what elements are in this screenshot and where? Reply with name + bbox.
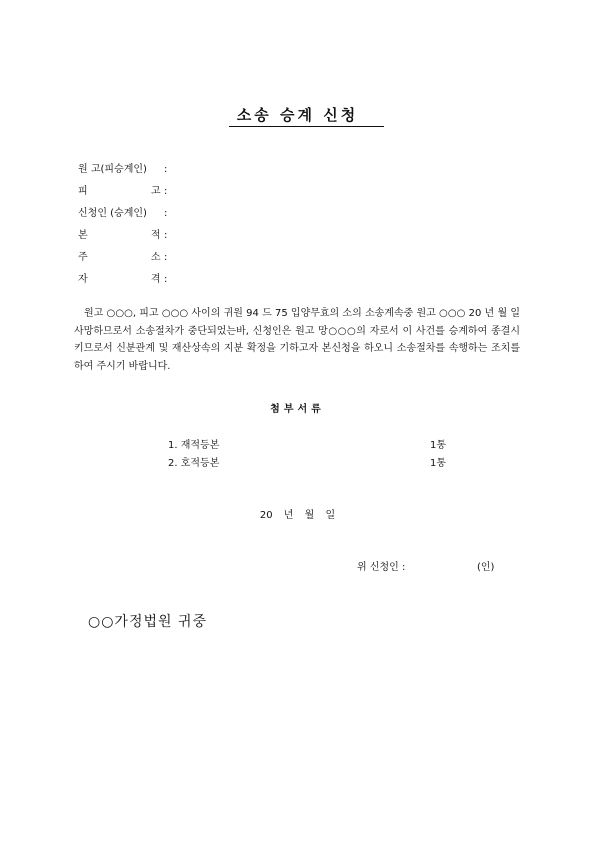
attachments-heading: 첨부서류 (270, 404, 325, 415)
field-label: 피 고 (78, 186, 161, 197)
field-label: 주 소 (78, 252, 161, 263)
field-colon: : (164, 252, 168, 263)
field-colon: : (164, 230, 168, 241)
date-line: 20 년 월 일 (259, 510, 336, 521)
field-label: 신청인 (승계인) (78, 208, 147, 219)
attachment-item (168, 436, 447, 451)
field-colon: : (164, 274, 168, 285)
field-plaintiff (78, 160, 167, 175)
signer-label: 위 신청인 : (357, 562, 406, 573)
court-addressee: ○○가정법원 귀중 (88, 614, 208, 630)
attachment-qty: 1통 (430, 440, 447, 451)
field-colon: : (164, 164, 168, 175)
attachment-name: 2. 호적등본 (168, 458, 220, 469)
field-label: 본 적 (78, 230, 161, 241)
field-address (78, 248, 167, 263)
attachment-name: 1. 재적등본 (168, 440, 220, 451)
document-title: 소송 승계 신청 (236, 106, 359, 124)
field-label: 자 격 (78, 274, 161, 285)
body-paragraph: 원고 ○○○, 피고 ○○○ 사이의 귀원 94 드 75 입양무효의 소의 소송계속중 원고 ○○○ 20 년 월 일 사망하므로서 소송절차가 중단되었는바, 신청인은 원고 망○○○의 자로서 이 사건를 승계하여 종결시키므로서 신분관계 및 재산상속의 지분 확정을 기하고자 본신청을 하오니 소송절차를 속행하는 조치를 하여 주시기 바랍니다. (74, 308, 520, 372)
title-underline (229, 126, 384, 127)
seal-mark: (인) (477, 562, 495, 573)
field-colon: : (164, 208, 168, 219)
field-registry (78, 226, 167, 241)
field-applicant (78, 204, 167, 219)
field-defendant (78, 182, 167, 197)
field-qualification (78, 270, 167, 285)
field-colon: : (164, 186, 168, 197)
attachment-item (168, 454, 447, 469)
signer-line (357, 558, 495, 573)
attachment-qty: 1통 (430, 458, 447, 469)
field-label: 원 고(피승계인) (78, 164, 147, 175)
